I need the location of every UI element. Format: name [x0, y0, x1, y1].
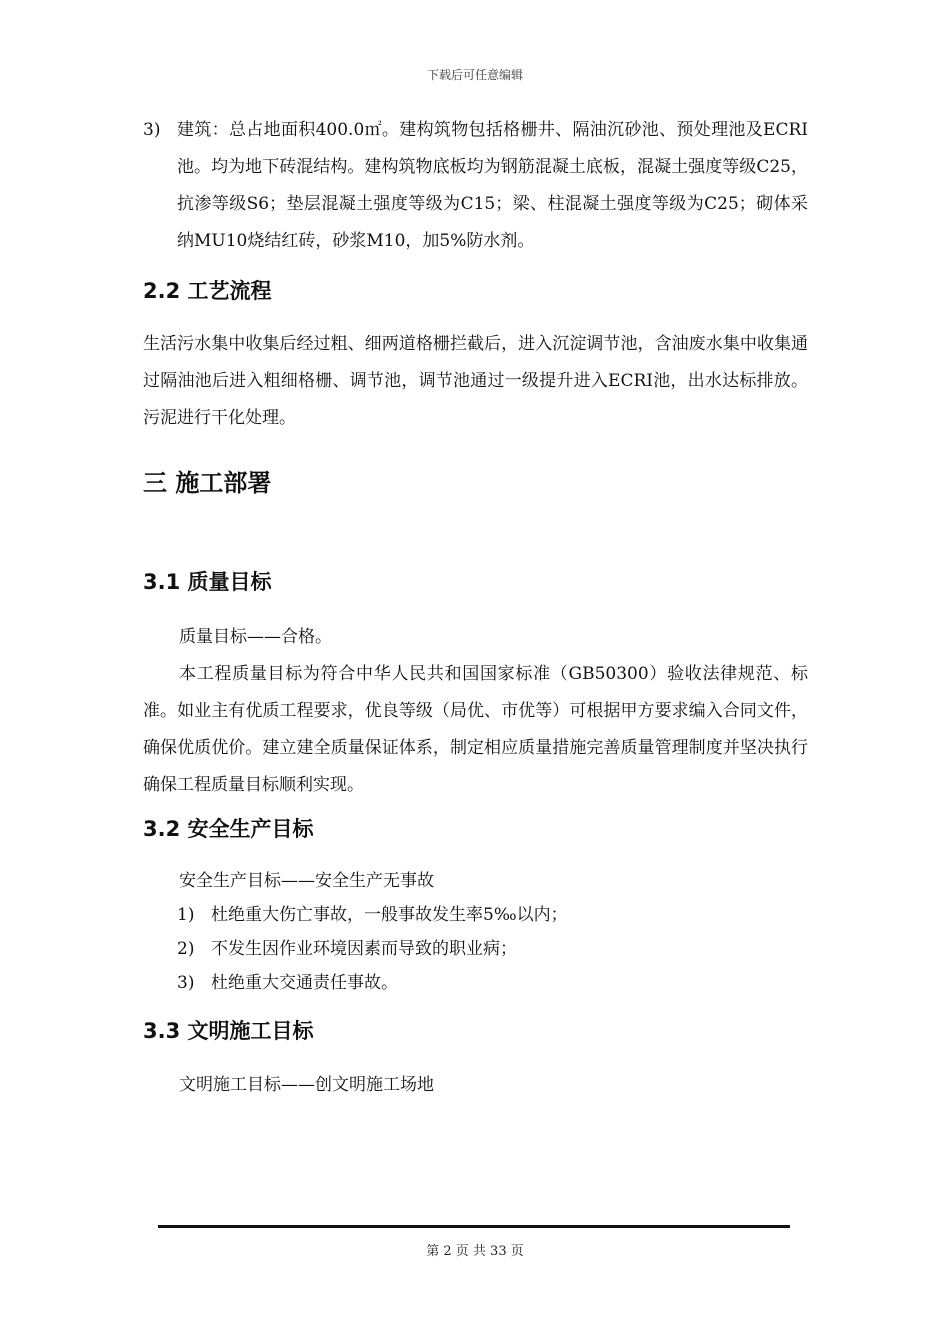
list-item — [143, 112, 808, 260]
list-number: 1) — [177, 905, 195, 925]
list-text: 不发生因作业环境因素而导致的职业病； — [211, 939, 517, 959]
list-text: 杜绝重大伤亡事故，一般事故发生率5‰以内； — [211, 905, 568, 925]
section-3-1-body: 本工程质量目标为符合中华人民共和国国家标准（GB50300）验收法律规范、标准。如业主有优质工程要求，优良等级（局优、市优等）可根据甲方要求编入合同文件，确保优质优价。建立建全质量保证体系，制定相应质量措施完善质量管理制度并坚决执行确保工程质量目标顺利实现。 — [143, 664, 808, 795]
chapter-heading-3: 三 施工部署 — [143, 469, 272, 497]
list-number: 3) — [177, 973, 195, 993]
safety-target-line: 安全生产目标——安全生产无事故 — [179, 871, 434, 891]
quality-target-line: 质量目标——合格。 — [179, 627, 332, 647]
list-item — [177, 898, 808, 932]
page-number: 第 2 页 共 33 页 — [426, 1244, 524, 1259]
section-2-2-body: 生活污水集中收集后经过粗、细两道格栅拦截后，进入沉淀调节池，含油废水集中收集通过隔油池后进入粗细格栅、调节池，调节池通过一级提升进入ECRI池，出水达标排放。污泥进行干化处理。 — [143, 334, 808, 428]
safety-target-list — [177, 898, 808, 1000]
list-number: 3) — [143, 120, 161, 140]
list-item — [177, 966, 808, 1000]
section-heading-2-2: 2.2 工艺流程 — [143, 279, 272, 303]
list-number: 2) — [177, 939, 195, 959]
header-note: 下载后可任意编辑 — [426, 68, 523, 82]
list-text: 杜绝重大交通责任事故。 — [211, 973, 398, 993]
section-heading-3-1: 3.1 质量目标 — [143, 570, 272, 594]
document-body — [143, 112, 808, 1102]
footer-divider — [158, 1225, 790, 1228]
list-item — [177, 932, 808, 966]
civilized-target-line: 文明施工目标——创文明施工场地 — [179, 1075, 434, 1095]
list-text: 建筑：总占地面积400.0㎡。建构筑物包括格栅井、隔油沉砂池、预处理池及ECRI池。均为地下砖混结构。建构筑物底板均为钢筋混凝土底板，混凝土强度等级C25，抗渗等级S6；垫层混凝土强度等级为C15；梁、柱混凝土强度等级为C25；砌体采纳MU10烧结红砖，砂浆M10，加5%防水剂。 — [177, 120, 808, 251]
section-heading-3-2: 3.2 安全生产目标 — [143, 817, 314, 841]
section-heading-3-3: 3.3 文明施工目标 — [143, 1019, 314, 1043]
